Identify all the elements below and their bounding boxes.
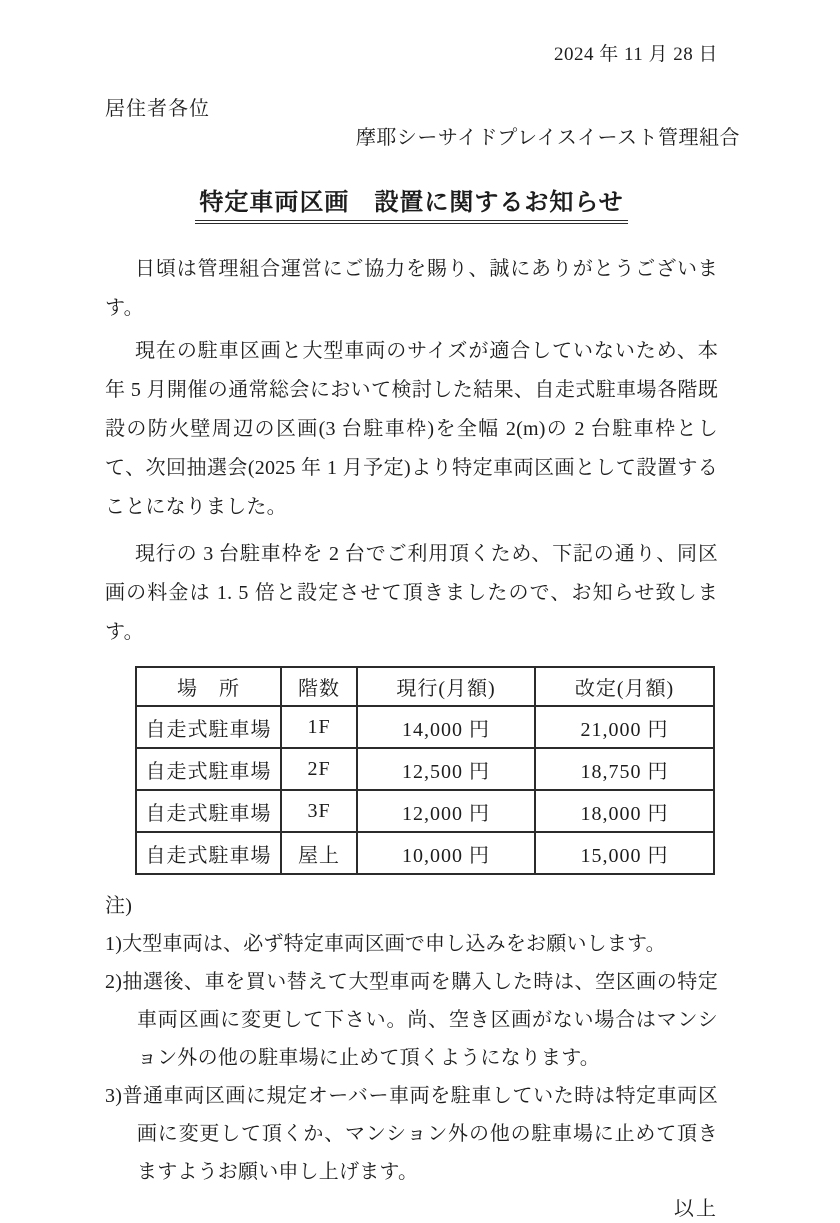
cell-current: 12,500 円 <box>357 748 535 790</box>
note-number: 3) <box>105 1085 123 1107</box>
cell-current: 10,000 円 <box>357 832 535 874</box>
title-row <box>105 182 718 224</box>
cell-revised: 18,750 円 <box>535 748 714 790</box>
header-revised-monthly: 改定(月額) <box>535 667 714 706</box>
note-item-1 <box>105 925 718 963</box>
header-current-monthly: 現行(月額) <box>357 667 535 706</box>
parking-rate-table <box>135 666 715 875</box>
addressee-line: 居住者各位 <box>105 98 210 120</box>
body-paragraph-background: 現在の駐車区画と大型車両のサイズが適合していないため、本年 5 月開催の通常総会において検討した結果、自走式駐車場各階既設の防火壁周辺の区画(3 台駐車枠)を全幅 2(m)の 2 台駐車枠として、次回抽選会(2025 年 1 月予定)より特定車両区画として設置することになりました。 <box>105 340 718 518</box>
table-header-row <box>136 667 714 706</box>
note-text: 大型車両は、必ず特定車両区画で申し込みをお願いします。 <box>122 933 666 955</box>
cell-revised: 18,000 円 <box>535 790 714 832</box>
closing-word: 以上 <box>674 1198 718 1220</box>
notes-section <box>105 887 718 1191</box>
cell-revised: 15,000 円 <box>535 832 714 874</box>
cell-place: 自走式駐車場 <box>136 832 281 874</box>
organization-line: 摩耶シーサイドプレイスイースト管理組合 <box>355 127 740 149</box>
table-row <box>136 706 714 748</box>
cell-floor: 3F <box>281 790 357 832</box>
notes-label: 注) <box>105 895 133 917</box>
table-row <box>136 832 714 874</box>
header-floor: 階数 <box>281 667 357 706</box>
cell-place: 自走式駐車場 <box>136 748 281 790</box>
note-item-2 <box>105 963 718 1077</box>
body-paragraph-greeting: 日頃は管理組合運営にご協力を賜り、誠にありがとうございます。 <box>105 258 718 319</box>
cell-place: 自走式駐車場 <box>136 790 281 832</box>
note-number: 1) <box>105 933 123 955</box>
note-text: 普通車両区画に規定オーバー車両を駐車していた時は特定車両区画に変更して頂くか、マンション外の他の駐車場に止めて頂きますようお願い申し上げます。 <box>122 1085 718 1183</box>
note-number: 2) <box>105 971 123 993</box>
cell-current: 12,000 円 <box>357 790 535 832</box>
table-row <box>136 790 714 832</box>
cell-floor: 2F <box>281 748 357 790</box>
header-place: 場 所 <box>136 667 281 706</box>
cell-floor: 屋上 <box>281 832 357 874</box>
note-text: 抽選後、車を買い替えて大型車両を購入した時は、空区画の特定車両区画に変更して下さい。尚、空き区画がない場合はマンション外の他の駐車場に止めて頂くようになります。 <box>122 971 718 1069</box>
cell-current: 14,000 円 <box>357 706 535 748</box>
notice-title: 特定車両区画 設置に関するお知らせ <box>195 182 627 224</box>
note-item-3 <box>105 1077 718 1191</box>
cell-place: 自走式駐車場 <box>136 706 281 748</box>
cell-floor: 1F <box>281 706 357 748</box>
table-row <box>136 748 714 790</box>
cell-revised: 21,000 円 <box>535 706 714 748</box>
body-paragraph-fee: 現行の 3 台駐車枠を 2 台でご利用頂くため、下記の通り、同区画の料金は 1. 5 倍と設定させて頂きましたので、お知らせ致します。 <box>105 543 718 643</box>
document-date: 2024 年 11 月 28 日 <box>553 44 718 65</box>
